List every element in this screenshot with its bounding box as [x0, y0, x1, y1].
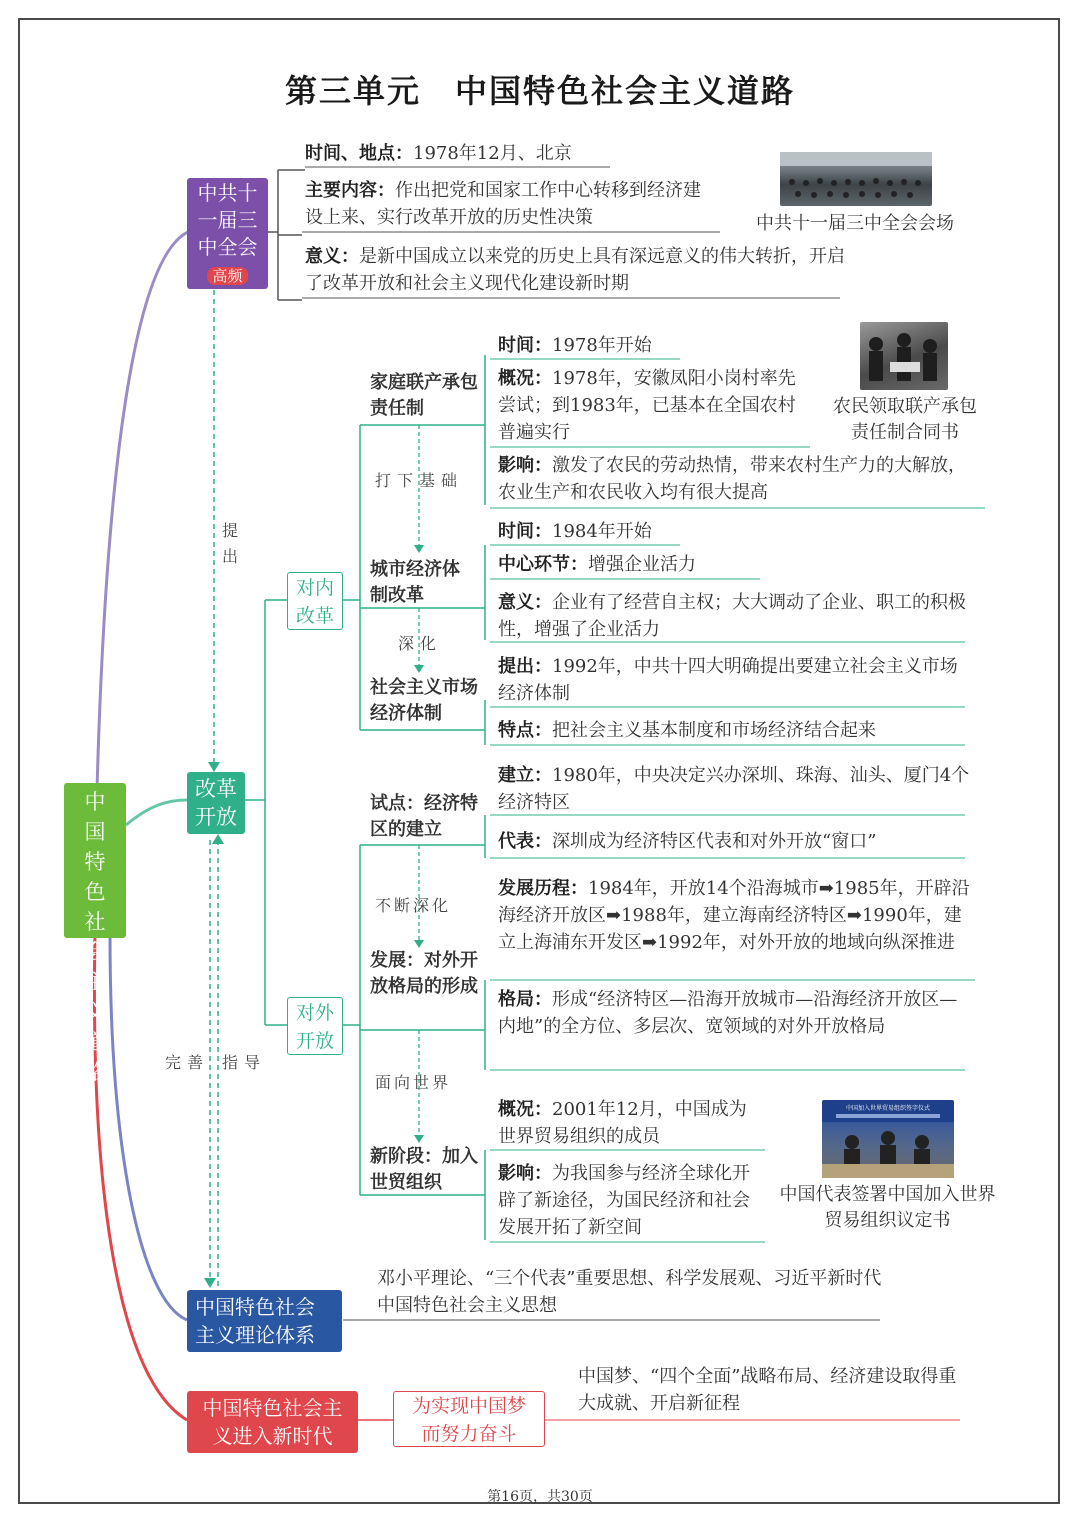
- development-process-label: 发展历程：: [498, 878, 588, 899]
- node1-content: [305, 177, 715, 231]
- node-opening: [287, 997, 343, 1055]
- family-impact-text: 激发了农民的劳动热情，带来农村生产力的大解放，农业生产和农民收入均有很大提高: [498, 455, 966, 503]
- node-inner-reform: [287, 572, 343, 630]
- high-frequency-badge: 高频: [207, 267, 247, 285]
- urban-label: 城市经济体制改革: [370, 559, 460, 606]
- wto-impact-label: 影响：: [498, 1163, 552, 1184]
- node-reform-label: 改革开放: [195, 777, 237, 829]
- development-process-text: 1984年，开放14个沿海城市➡1985年，开辟沿海经济开放区➡1988年，建立海南经济特区➡1990年，建立上海浦东开发区➡1992年，对外开放的地域向纵深推进: [498, 878, 970, 953]
- node1-time-text: 1978年12月、北京: [413, 143, 572, 164]
- link-propose: 提出: [222, 521, 245, 566]
- market-feature: [498, 717, 973, 744]
- pilot-established: [498, 762, 973, 816]
- page-footer: 第16页，共30页: [487, 1489, 593, 1505]
- family-overview-label: 概况：: [498, 368, 552, 389]
- plenum-photo-caption: 中共十一届三中全会会场: [756, 213, 954, 234]
- urban-meaning-text: 企业有了经营自主权；大大调动了企业、职工的积极性，增强了企业活力: [498, 592, 966, 640]
- bracket-node1: [268, 170, 305, 300]
- family-impact-label: 影响：: [498, 455, 552, 476]
- development-pattern: [498, 986, 968, 1040]
- node-reform: [187, 772, 245, 834]
- pilot-representative-text: 深圳成为经济特区代表和对外开放“窗口”: [552, 831, 877, 852]
- outer-link-1: 不断深化: [375, 896, 452, 915]
- node-theory-label: 中国特色社会主义理论体系: [195, 1295, 315, 1347]
- farmers-photo-image: [860, 322, 948, 390]
- link-guide: 指导: [222, 1053, 267, 1072]
- node-china-dream: [393, 1391, 545, 1447]
- node-inner-reform-label: 对内改革: [295, 577, 334, 627]
- node1-meaning: [305, 243, 845, 297]
- node-third-plenum: [187, 178, 268, 289]
- development-label: 发展：对外开放格局的形成: [370, 950, 478, 997]
- theory-text: 邓小平理论、“三个代表”重要思想、科学发展观、习近平新时代中国特色社会主义思想: [377, 1268, 882, 1316]
- node-theory: [187, 1290, 342, 1352]
- urban-meaning: [498, 589, 968, 643]
- node1-time: [305, 140, 625, 167]
- market-proposal-text: 1992年，中共十四大明确提出要建立社会主义市场经济体制: [498, 656, 958, 704]
- urban-core-label: 中心环节：: [498, 554, 588, 575]
- urban-time-text: 1984年开始: [552, 521, 652, 542]
- new-era-text: 中国梦、“四个全面”战略布局、经济建设取得重大成就、开启新征程: [578, 1366, 957, 1414]
- wto-overview: [498, 1096, 763, 1150]
- wto-photo-caption: 中国代表签署中国加入世界贸易组织议定书: [779, 1184, 996, 1231]
- node-china-dream-label: 为实现中国梦而努力奋斗: [411, 1395, 526, 1445]
- node1-time-label: 时间、地点：: [305, 143, 413, 164]
- farmers-photo: [860, 322, 948, 390]
- family-label: 家庭联产承包责任制: [370, 372, 478, 419]
- urban-meaning-label: 意义：: [498, 592, 552, 613]
- node-new-era-label: 中国特色社会主义进入新时代: [202, 1396, 343, 1448]
- development-pattern-label: 格局：: [498, 989, 552, 1010]
- inner-link-1: 打下基础: [375, 471, 464, 490]
- market-feature-label: 特点：: [498, 720, 552, 741]
- pilot-established-label: 建立：: [498, 765, 552, 786]
- pilot-established-text: 1980年，中央决定兴办深圳、珠海、汕头、厦门4个经济特区: [498, 765, 970, 813]
- node-opening-label: 对外开放: [295, 1002, 334, 1052]
- wto-overview-text: 2001年12月，中国成为世界贸易组织的成员: [498, 1099, 747, 1147]
- farmers-photo-caption: 农民领取联产承包责任制合同书: [833, 396, 977, 443]
- plenum-photo-image: [780, 152, 932, 206]
- node1-meaning-label: 意义：: [305, 246, 359, 267]
- development-process: [498, 875, 976, 956]
- outer-link-2: 面向世界: [375, 1073, 452, 1092]
- wto-impact-text: 为我国参与经济全球化开辟了新途径，为国民经济和社会发展开拓了新空间: [498, 1163, 750, 1238]
- pilot-representative-label: 代表：: [498, 831, 552, 852]
- line-root-node1: [97, 232, 188, 790]
- node-third-plenum-label: 中共十一届三中全会: [197, 181, 258, 259]
- wto-photo-image: [822, 1100, 954, 1178]
- urban-time: [498, 518, 698, 545]
- link-improve: 完善: [165, 1053, 210, 1072]
- inner-link-2: 深化: [398, 634, 443, 653]
- family-overview-text: 1978年，安徽凤阳小岗村率先尝试；到1983年，已基本在全国农村普遍实行: [498, 368, 796, 443]
- node-new-era: [187, 1391, 358, 1453]
- development-pattern-text: 形成“经济特区—沿海开放城市—沿海经济开放区—内地”的全方位、多层次、宽领域的对外开放格局: [498, 989, 958, 1037]
- market-label: 社会主义市场经济体制: [370, 677, 478, 724]
- family-time-text: 1978年开始: [552, 335, 652, 356]
- urban-time-label: 时间：: [498, 521, 552, 542]
- wto-impact: [498, 1160, 766, 1241]
- market-proposal-label: 提出：: [498, 656, 552, 677]
- market-proposal: [498, 653, 968, 707]
- node1-meaning-text: 是新中国成立以来党的历史上具有深远意义的伟大转折，开启了改革开放和社会主义现代化建设新时期: [305, 246, 845, 294]
- wto-photo-banner: 中国加入世界贸易组织签字仪式: [845, 1105, 931, 1112]
- line-root-newera: [94, 935, 187, 1420]
- node1-content-text: 作出把党和国家工作中心转移到经济建设上来、实行改革开放的历史性决策: [305, 180, 701, 228]
- node1-content-label: 主要内容：: [305, 180, 395, 201]
- root-label: 中国特色社会主义道路: [84, 790, 106, 1084]
- line-root-theory: [110, 935, 187, 1320]
- pilot-representative: [498, 828, 978, 855]
- urban-core: [498, 551, 768, 578]
- bracket-reform: [245, 600, 287, 1025]
- wto-photo: [822, 1100, 954, 1178]
- family-impact: [498, 452, 978, 506]
- wto-overview-label: 概况：: [498, 1099, 552, 1120]
- wto-label: 新阶段：加入世贸组织: [370, 1146, 478, 1193]
- family-time: [498, 332, 698, 359]
- family-overview: [498, 365, 813, 446]
- market-feature-text: 把社会主义基本制度和市场经济结合起来: [552, 720, 876, 741]
- family-time-label: 时间：: [498, 335, 552, 356]
- root-node: [64, 783, 126, 1084]
- line-root-reform: [126, 800, 187, 825]
- pilot-label: 试点：经济特区的建立: [370, 793, 478, 840]
- urban-core-text: 增强企业活力: [588, 554, 696, 575]
- page-title: 第三单元 中国特色社会主义道路: [284, 72, 795, 110]
- plenum-photo: [780, 152, 932, 206]
